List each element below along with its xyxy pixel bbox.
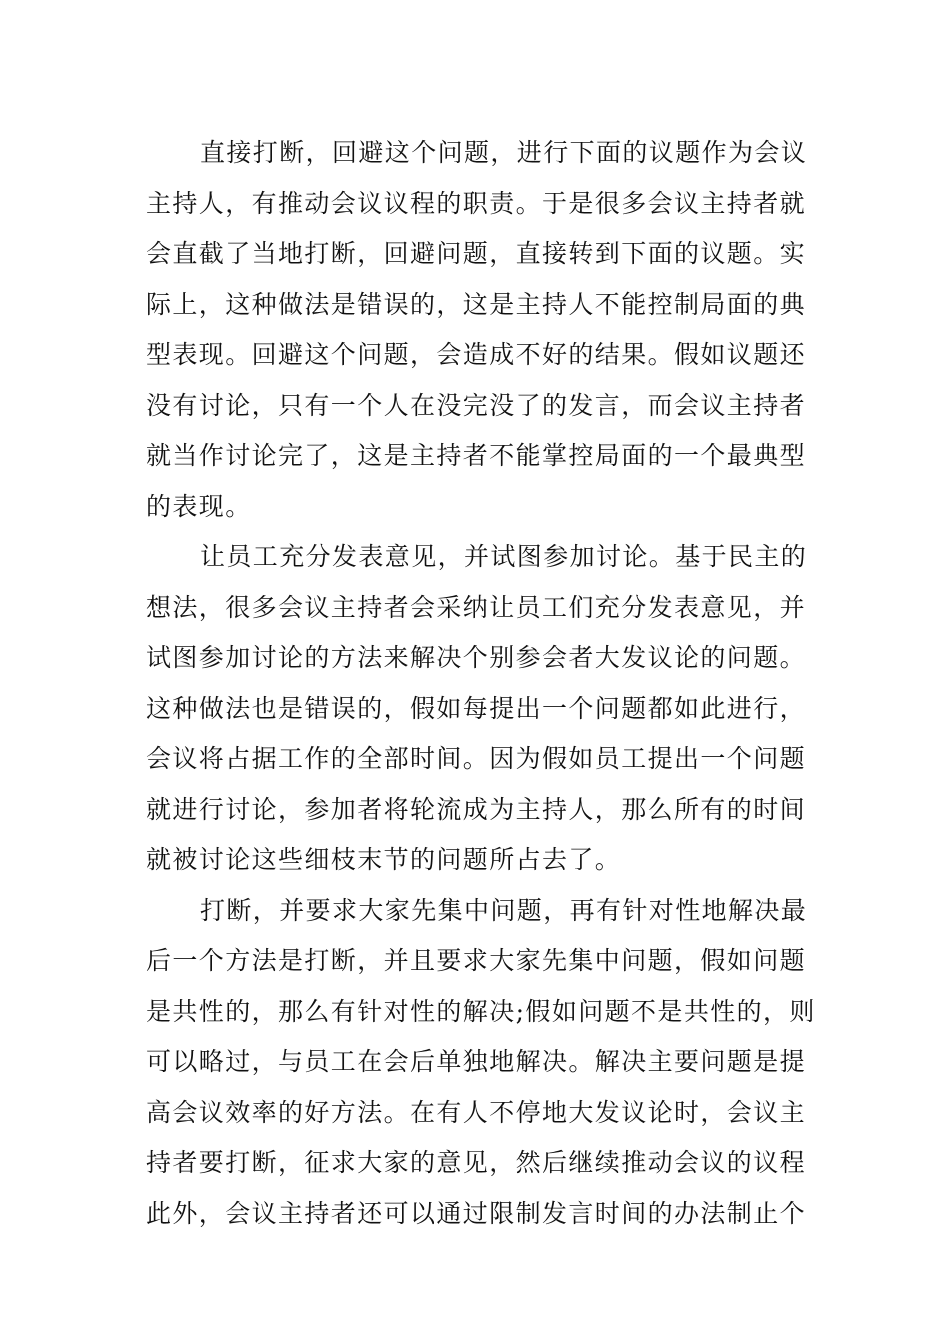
- paragraph-line: 会议将占据工作的全部时间。因为假如员工提出一个问题: [146, 744, 807, 773]
- paragraph-line: 后一个方法是打断，并且要求大家先集中问题，假如问题: [146, 946, 807, 975]
- paragraph-line: 打断，并要求大家先集中问题，再有针对性地解决最: [200, 895, 808, 925]
- paragraph-line: 此外，会议主持者还可以通过限制发言时间的办法制止个: [146, 1198, 807, 1228]
- document-body: [146, 128, 816, 1239]
- paragraph-line: 就被讨论这些细枝末节的问题所占去了。: [146, 845, 622, 874]
- paragraph-line: 主持人，有推动会议议程的职责。于是很多会议主持者就: [146, 188, 807, 218]
- paragraph-line: 没有讨论，只有一个人在没完没了的发言，而会议主持者: [146, 390, 807, 420]
- paragraph-line: 型表现。回避这个问题，会造成不好的结果。假如议题还: [146, 340, 807, 369]
- paragraph-line: 会直截了当地打断，回避问题，直接转到下面的议题。实: [146, 239, 807, 268]
- paragraph-line: 这种做法也是错误的，假如每提出一个问题都如此进行，: [146, 693, 807, 723]
- paragraph-line: 是共性的，那么有针对性的解决;假如问题不是共性的，则: [146, 996, 816, 1026]
- paragraph-line: 际上，这种做法是错误的，这是主持人不能控制局面的典: [146, 289, 807, 319]
- paragraph-line: 的表现。: [146, 491, 252, 521]
- paragraph-3: [146, 886, 816, 1240]
- paragraph-line: 让员工充分发表意见，并试图参加讨论。基于民主的: [200, 542, 808, 571]
- paragraph-line: 直接打断，回避这个问题，进行下面的议题作为会议: [200, 138, 808, 167]
- paragraph-1: [146, 128, 806, 532]
- paragraph-line: 持者要打断，征求大家的意见，然后继续推动会议的议程: [146, 1148, 807, 1177]
- paragraph-line: 就进行讨论，参加者将轮流成为主持人，那么所有的时间: [146, 794, 807, 824]
- paragraph-line: 就当作讨论完了，这是主持者不能掌控局面的一个最典型: [146, 441, 807, 470]
- paragraph-2: [146, 532, 806, 886]
- paragraph-line: 高会议效率的好方法。在有人不停地大发议论时，会议主: [146, 1097, 807, 1127]
- paragraph-line: 想法，很多会议主持者会采纳让员工们充分发表意见，并: [146, 592, 807, 622]
- paragraph-line: 可以略过，与员工在会后单独地解决。解决主要问题是提: [146, 1047, 807, 1076]
- paragraph-line: 试图参加讨论的方法来解决个别参会者大发议论的问题。: [146, 643, 807, 672]
